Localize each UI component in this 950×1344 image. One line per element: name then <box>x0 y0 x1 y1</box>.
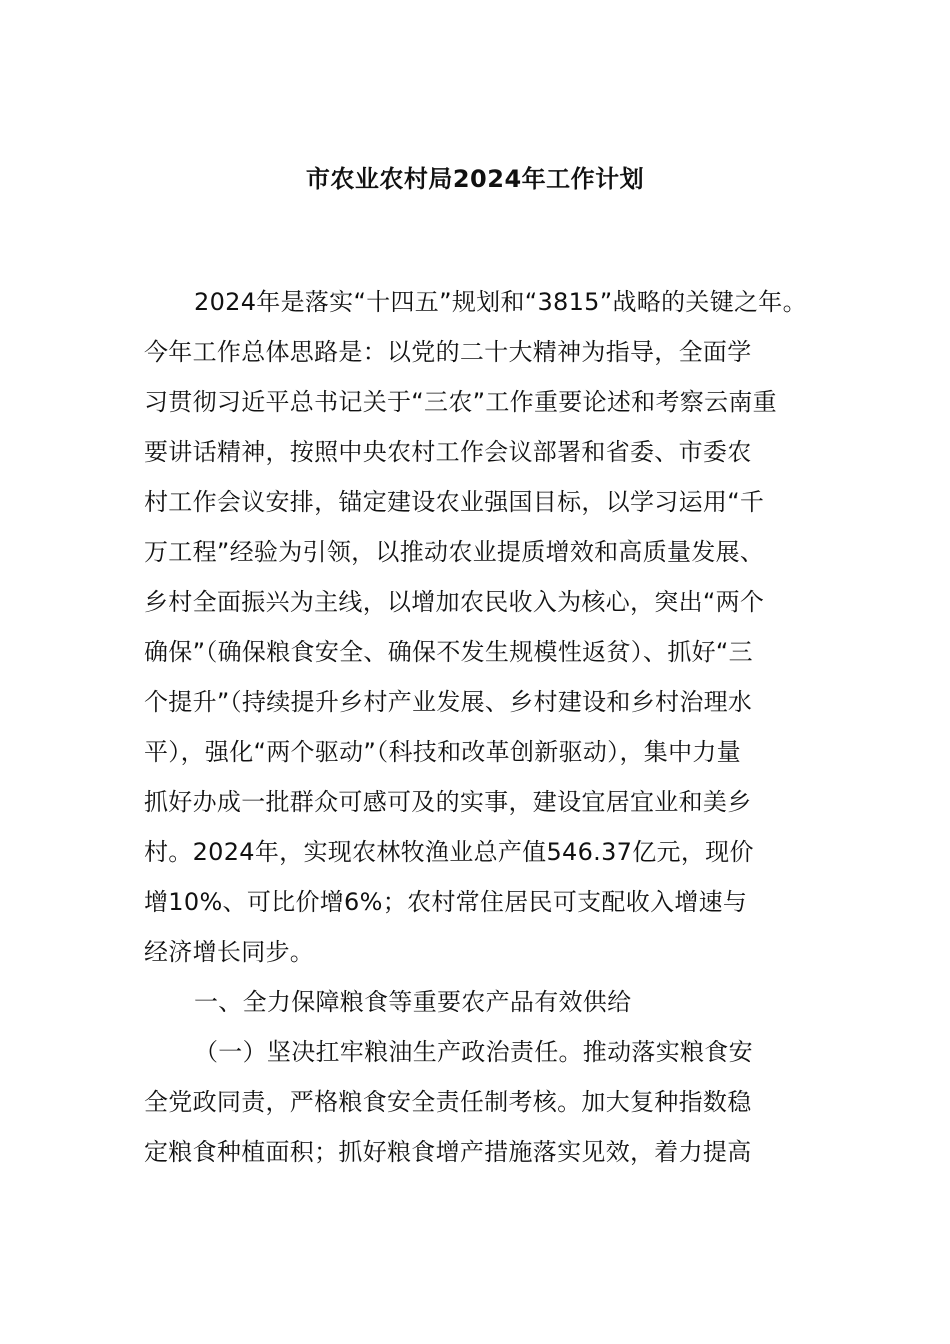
text-line-1: 2024年是落实“十四五”规划和“3815”战略的关键之年。 <box>194 288 807 316</box>
text-line-18: 定粮食种植面积；抓好粮食增产措施落实见效，着力提高 <box>144 1138 752 1166</box>
text-line-10: 平），强化“两个驱动”（科技和改革创新驱动），集中力量 <box>144 738 741 766</box>
text-line-8: 确保”（确保粮食安全、确保不发生规模性返贫）、抓好“三 <box>144 638 753 666</box>
text-line-14: 经济增长同步。 <box>144 938 315 966</box>
text-line-4: 要讲话精神，按照中央农村工作会议部署和省委、市委农 <box>144 438 752 466</box>
document-title: 市农业农村局2024年工作计划 <box>305 165 645 193</box>
text-line-12: 村。2024年，实现农林牧渔业总产值546.37亿元，现价 <box>144 838 754 866</box>
text-line-3: 习贯彻习近平总书记关于“三农”工作重要论述和考察云南重 <box>144 388 777 416</box>
text-line-6: 万工程”经验为引领，以推动农业提质增效和高质量发展、 <box>144 538 765 566</box>
text-line-17: 全党政同责，严格粮食安全责任制考核。加大复种指数稳 <box>144 1088 752 1116</box>
section-heading-1: 一、全力保障粮食等重要农产品有效供给 <box>194 988 632 1016</box>
text-line-5: 村工作会议安排，锚定建设农业强国目标，以学习运用“千 <box>144 488 765 516</box>
text-line-16: （一）坚决扛牢粮油生产政治责任。推动落实粮食安 <box>194 1038 753 1066</box>
text-line-9: 个提升”（持续提升乡村产业发展、乡村建设和乡村治理水 <box>144 688 753 716</box>
text-line-7: 乡村全面振兴为主线，以增加农民收入为核心，突出“两个 <box>144 588 765 616</box>
text-line-2: 今年工作总体思路是：以党的二十大精神为指导，全面学 <box>144 338 752 366</box>
text-line-11: 抓好办成一批群众可感可及的实事，建设宜居宜业和美乡 <box>144 788 752 816</box>
text-line-13: 增10%、可比价增6%；农村常住居民可支配收入增速与 <box>144 888 748 916</box>
